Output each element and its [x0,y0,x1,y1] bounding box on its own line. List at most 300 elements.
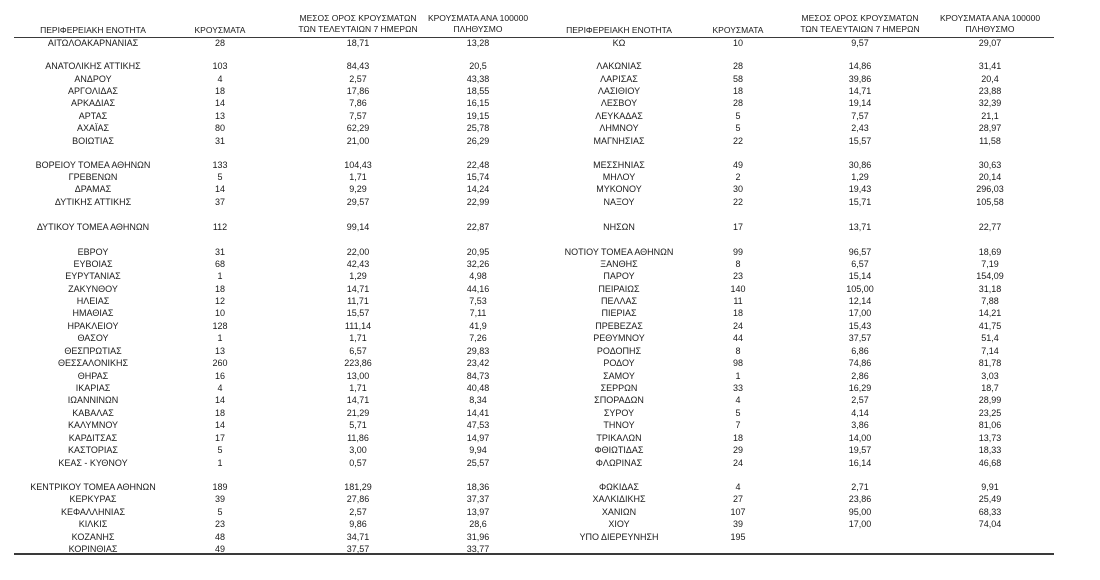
avg7-value: 15,71 [848,197,872,207]
rate-value: 29,07 [978,38,1002,48]
region-name: ΘΕΣΠΡΩΤΙΑΣ [64,346,122,356]
header-avg-right-1: ΜΕΣΟΣ ΟΡΟΣ ΚΡΟΥΣΜΑΤΩΝ [801,13,919,23]
cases-value: 68 [214,259,225,269]
cases-value: 10 [732,38,743,48]
avg7-value: 37,57 [848,333,872,343]
region-name: ΡΕΘΥΜΝΟΥ [593,333,645,343]
region-name: ΣΠΟΡΑΔΩΝ [594,395,644,405]
table-row [0,270,1100,282]
rate-value: 19,15 [466,111,490,121]
region-name: ΛΗΜΝΟΥ [599,123,639,133]
cases-value: 17 [214,433,225,443]
avg7-value: 22,00 [346,247,370,257]
region-name: ΞΑΝΘΗΣ [600,259,638,269]
region-name: ΖΑΚΥΝΘΟΥ [68,284,118,294]
avg7-value: 1,71 [349,172,367,182]
table-row [0,73,1100,85]
cases-value: 4 [217,383,223,393]
region-name: ΝΟΤΙΟΥ ΤΟΜΕΑ ΑΘΗΝΩΝ [564,247,674,257]
avg7-value: 21,29 [346,408,370,418]
rate-value: 43,38 [466,74,490,84]
region-name: ΦΘΙΩΤΙΔΑΣ [594,445,644,455]
rate-value: 22,77 [978,222,1002,232]
rate-value: 47,53 [466,420,490,430]
cases-value: 260 [212,358,228,368]
avg7-value: 14,71 [346,284,370,294]
region-name: ΑΡΚΑΔΙΑΣ [70,98,116,108]
avg7-value: 2,57 [851,395,869,405]
avg7-value: 30,86 [848,160,872,170]
rate-value: 68,33 [978,507,1002,517]
rate-value: 22,87 [466,222,490,232]
cases-value: 23 [214,519,225,529]
rate-value: 105,58 [976,197,1004,207]
rate-value: 32,39 [978,98,1002,108]
avg7-value: 9,29 [349,184,367,194]
avg7-value: 111,14 [344,321,372,331]
rate-value: 41,9 [469,321,487,331]
avg7-value: 74,86 [848,358,872,368]
avg7-value: 6,57 [349,346,367,356]
avg7-value: 15,57 [848,136,872,146]
rate-value: 28,6 [469,519,487,529]
cases-value: 195 [730,532,746,542]
region-name: ΑΡΓΟΛΙΔΑΣ [68,86,118,96]
rate-value: 13,73 [978,433,1002,443]
rate-value: 51,4 [981,333,999,343]
rate-value: 31,41 [978,61,1002,71]
header-rate-left-1: ΚΡΟΥΣΜΑΤΑ ΑΝΑ 100000 [427,13,529,23]
cases-value: 1 [735,371,741,381]
table-row [0,97,1100,109]
region-name: ΚΕΡΚΥΡΑΣ [69,494,117,504]
rate-value: 25,78 [466,123,490,133]
cases-value: 4 [735,482,741,492]
avg7-value: 2,86 [851,371,869,381]
cases-value: 30 [732,184,743,194]
avg7-value: 104,43 [344,160,372,170]
table-row [0,258,1100,270]
region-name: ΧΑΛΚΙΔΙΚΗΣ [592,494,646,504]
avg7-value: 181,29 [344,482,372,492]
header-region-right: ΠΕΡΙΦΕΡΕΙΑΚΗ ΕΝΟΤΗΤΑ [566,25,672,35]
cases-value: 103 [212,61,228,71]
cases-value: 33 [732,383,743,393]
rate-value: 14,41 [466,408,490,418]
region-name: ΑΝΑΤΟΛΙΚΗΣ ΑΤΤΙΚΗΣ [45,61,141,71]
avg7-value: 1,71 [349,383,367,393]
table-row [0,246,1100,258]
avg7-value: 7,86 [349,98,367,108]
region-name: ΝΑΞΟΥ [603,197,635,207]
avg7-value: 4,14 [851,408,869,418]
avg7-value: 27,86 [346,494,370,504]
table-row [0,183,1100,195]
cases-value: 49 [732,160,743,170]
table-row [0,382,1100,394]
header-avg-left-1: ΜΕΣΟΣ ΟΡΟΣ ΚΡΟΥΣΜΑΤΩΝ [299,13,417,23]
avg7-value: 1,29 [349,271,367,281]
cases-value: 27 [732,494,743,504]
rate-value: 31,18 [978,284,1002,294]
region-name: ΠΕΙΡΑΙΩΣ [598,284,640,294]
region-name: ΔΥΤΙΚΟΥ ΤΟΜΕΑ ΑΘΗΝΩΝ [36,222,150,232]
cases-value: 140 [730,284,746,294]
avg7-value: 6,86 [851,346,869,356]
header-avg-right-2: ΤΩΝ ΤΕΛΕΥΤΑΙΩΝ 7 ΗΜΕΡΩΝ [800,24,920,34]
region-name: ΠΑΡΟΥ [603,271,635,281]
avg7-value: 14,71 [848,86,872,96]
region-name: ΣΑΜΟΥ [603,371,635,381]
avg7-value: 3,86 [851,420,869,430]
table-row [0,60,1100,72]
avg7-value: 19,43 [848,184,872,194]
region-name: ΛΑΣΙΘΙΟΥ [597,86,641,96]
rate-value: 41,75 [978,321,1002,331]
avg7-value: 39,86 [848,74,872,84]
cases-value: 5 [217,172,223,182]
table-row [0,320,1100,332]
avg7-value: 11,86 [347,433,369,443]
table-row [0,357,1100,369]
avg7-value: 14,00 [848,433,872,443]
region-name: ΕΥΒΟΙΑΣ [73,259,113,269]
table-row [0,370,1100,382]
rate-value: 14,97 [466,433,490,443]
region-name: ΤΡΙΚΑΛΩΝ [596,433,642,443]
rate-value: 74,04 [978,519,1002,529]
table-row [0,196,1100,208]
region-name: ΓΡΕΒΕΝΩΝ [68,172,118,182]
cases-value: 2 [735,172,741,182]
rate-value: 296,03 [976,184,1004,194]
region-name: ΕΒΡΟΥ [77,247,109,257]
region-name: ΠΡΕΒΕΖΑΣ [595,321,643,331]
rate-value: 11,58 [979,136,1001,146]
avg7-value: 16,29 [848,383,872,393]
region-name: ΝΗΣΩΝ [603,222,635,232]
region-name: ΕΥΡΥΤΑΝΙΑΣ [65,271,121,281]
cases-value: 7 [735,420,741,430]
avg7-value: 223,86 [344,358,372,368]
region-name: ΧΙΟΥ [608,519,630,529]
rate-value: 28,99 [978,395,1002,405]
cases-value: 49 [214,544,225,554]
region-name: ΦΩΚΙΔΑΣ [599,482,639,492]
region-name: ΜΗΛΟΥ [602,172,636,182]
rate-value: 18,36 [466,482,490,492]
avg7-value: 3,00 [349,445,367,455]
cases-value: 18 [732,308,743,318]
header-rate-right-1: ΚΡΟΥΣΜΑΤΑ ΑΝΑ 100000 [939,13,1041,23]
rate-value: 7,11 [469,308,487,318]
table-row [0,110,1100,122]
rate-value: 7,53 [469,296,487,306]
avg7-value: 2,71 [851,482,869,492]
table-row [0,283,1100,295]
cases-value: 22 [732,136,743,146]
cases-value: 24 [732,321,743,331]
region-name: ΗΛΕΙΑΣ [76,296,110,306]
cases-value: 29 [732,445,743,455]
avg7-value: 2,57 [349,74,367,84]
cases-value: 13 [214,346,225,356]
rate-value: 18,7 [981,383,999,393]
table-row [0,432,1100,444]
table-row [0,543,1100,555]
avg7-value: 17,86 [346,86,370,96]
table-row [0,85,1100,97]
region-name: ΥΠΟ ΔΙΕΡΕΥΝΗΣΗ [579,532,659,542]
cases-value: 4 [735,395,741,405]
rate-value: 31,96 [466,532,490,542]
header-cases-left: ΚΡΟΥΣΜΑΤΑ [194,25,246,35]
region-name: ΛΕΣΒΟΥ [600,98,638,108]
cases-value: 22 [732,197,743,207]
cases-value: 14 [214,420,225,430]
cases-value: 48 [214,532,225,542]
cases-value: 99 [732,247,743,257]
cases-value: 5 [217,507,223,517]
avg7-value: 1,29 [851,172,869,182]
cases-value: 8 [735,346,741,356]
table-row [0,481,1100,493]
rate-value: 20,14 [978,172,1002,182]
cases-value: 8 [735,259,741,269]
region-name: ΛΑΡΙΣΑΣ [600,74,638,84]
rate-value: 30,63 [978,160,1002,170]
avg7-value: 2,57 [349,507,367,517]
cases-value: 18 [214,86,225,96]
header-cases-right: ΚΡΟΥΣΜΑΤΑ [712,25,764,35]
rate-value: 22,99 [466,197,490,207]
region-name: ΡΟΔΟΠΗΣ [596,346,642,356]
region-name: ΑΝΔΡΟΥ [74,74,112,84]
rate-value: 3,03 [981,371,999,381]
region-name: ΜΕΣΣΗΝΙΑΣ [593,160,645,170]
rate-value: 7,19 [981,259,999,269]
region-name: ΚΩ [612,38,626,48]
cases-value: 189 [212,482,228,492]
rate-value: 81,78 [978,358,1002,368]
rate-value: 20,5 [469,61,487,71]
region-name: ΚΑΡΔΙΤΣΑΣ [68,433,118,443]
table-row [0,171,1100,183]
cases-value: 98 [732,358,743,368]
rate-value: 29,83 [466,346,490,356]
region-name: ΙΩΑΝΝΙΝΩΝ [67,395,119,405]
region-name: ΒΟΙΩΤΙΑΣ [72,136,114,146]
cases-value: 17 [732,222,743,232]
avg7-value: 42,43 [346,259,370,269]
avg7-value: 7,57 [349,111,367,121]
region-name: ΜΑΓΝΗΣΙΑΣ [593,136,645,146]
cases-value: 28 [732,61,743,71]
cases-value: 1 [217,333,223,343]
region-name: ΚΑΛΥΜΝΟΥ [67,420,119,430]
rate-value: 28,97 [978,123,1002,133]
region-name: ΚΑΒΑΛΑΣ [72,408,114,418]
table-row [0,407,1100,419]
rate-value: 18,55 [466,86,490,96]
cases-value: 37 [214,197,225,207]
cases-value: 18 [214,284,225,294]
avg7-value: 15,57 [346,308,370,318]
header-region-left: ΠΕΡΙΦΕΡΕΙΑΚΗ ΕΝΟΤΗΤΑ [40,25,146,35]
avg7-value: 17,00 [848,308,872,318]
cases-value: 13 [214,111,225,121]
avg7-value: 95,00 [848,507,872,517]
cases-value: 16 [214,371,225,381]
rate-value: 84,73 [466,371,490,381]
rate-value: 14,24 [466,184,490,194]
table-row [0,493,1100,505]
table-row [0,307,1100,319]
rate-value: 7,88 [981,296,999,306]
region-name: ΔΡΑΜΑΣ [74,184,112,194]
table-row [0,135,1100,147]
avg7-value: 16,14 [848,458,872,468]
avg7-value: 99,14 [346,222,370,232]
cases-value: 23 [732,271,743,281]
cases-value: 28 [214,38,225,48]
avg7-value: 21,00 [346,136,370,146]
region-name: ΛΕΥΚΑΔΑΣ [595,111,643,121]
region-name: ΘΕΣΣΑΛΟΝΙΚΗΣ [57,358,129,368]
avg7-value: 1,71 [349,333,367,343]
rate-value: 23,88 [978,86,1002,96]
rate-value: 26,29 [466,136,490,146]
rate-value: 20,4 [981,74,999,84]
table-row [0,295,1100,307]
avg7-value: 9,86 [349,519,367,529]
table-row [0,159,1100,171]
cases-value: 133 [212,160,228,170]
region-name: ΚΙΛΚΙΣ [78,519,108,529]
rate-value: 9,91 [981,482,999,492]
cases-value: 18 [214,408,225,418]
cases-value: 5 [217,445,223,455]
region-name: ΣΥΡΟΥ [603,408,635,418]
region-name: ΠΕΛΛΑΣ [600,296,638,306]
rate-value: 13,97 [466,507,490,517]
avg7-value: 15,43 [848,321,872,331]
rate-value: 23,42 [466,358,490,368]
avg7-value: 105,00 [846,284,874,294]
region-name: ΗΜΑΘΙΑΣ [72,308,114,318]
avg7-value: 34,71 [346,532,370,542]
cases-value: 5 [735,408,741,418]
table-row [0,221,1100,233]
rate-value: 8,34 [469,395,487,405]
cases-value: 11 [733,296,743,306]
avg7-value: 96,57 [848,247,872,257]
avg7-value: 13,00 [346,371,370,381]
cases-value: 31 [214,247,225,257]
region-name: ΣΕΡΡΩΝ [600,383,638,393]
region-name: ΚΟΖΑΝΗΣ [71,532,115,542]
avg7-value: 0,57 [349,458,367,468]
avg7-value: 19,57 [848,445,872,455]
avg7-value: 14,71 [346,395,370,405]
header-avg-left-2: ΤΩΝ ΤΕΛΕΥΤΑΙΩΝ 7 ΗΜΕΡΩΝ [298,24,418,34]
rate-value: 25,49 [978,494,1002,504]
cases-value: 4 [217,74,223,84]
cases-value: 58 [732,74,743,84]
avg7-value: 18,71 [346,38,370,48]
avg7-value: 84,43 [346,61,370,71]
region-name: ΑΡΤΑΣ [78,111,108,121]
rate-value: 7,26 [469,333,487,343]
region-name: ΑΙΤΩΛΟΑΚΑΡΝΑΝΙΑΣ [47,38,139,48]
avg7-value: 9,57 [851,38,869,48]
region-name: ΔΥΤΙΚΗΣ ΑΤΤΙΚΗΣ [54,197,132,207]
table-row [0,332,1100,344]
avg7-value: 12,14 [848,296,872,306]
rate-value: 25,57 [466,458,490,468]
region-name: ΜΥΚΟΝΟΥ [596,184,642,194]
table-row [0,122,1100,134]
cases-value: 31 [214,136,225,146]
table-row [0,345,1100,357]
rate-value: 13,28 [466,38,490,48]
region-name: ΘΑΣΟΥ [77,333,109,343]
cases-value: 80 [214,123,225,133]
cases-value: 39 [214,494,225,504]
avg7-value: 37,57 [346,544,370,554]
region-name: ΡΟΔΟΥ [603,358,635,368]
avg7-value: 6,57 [851,259,869,269]
region-name: ΘΗΡΑΣ [77,371,109,381]
region-name: ΛΑΚΩΝΙΑΣ [596,61,642,71]
rate-value: 4,98 [469,271,487,281]
avg7-value: 5,71 [349,420,367,430]
table-row [0,419,1100,431]
region-name: ΙΚΑΡΙΑΣ [75,383,111,393]
avg7-value: 23,86 [848,494,872,504]
rate-value: 20,95 [466,247,490,257]
rate-value: 23,25 [978,408,1002,418]
cases-value: 1 [217,458,223,468]
rate-value: 154,09 [976,271,1004,281]
avg7-value: 62,29 [346,123,370,133]
cases-value: 14 [214,98,225,108]
cases-value: 5 [735,123,741,133]
cases-value: 24 [732,458,743,468]
region-name: ΚΕΑΣ - ΚΥΘΝΟΥ [58,458,128,468]
avg7-value: 29,57 [346,197,370,207]
cases-value: 1 [217,271,223,281]
rate-value: 33,77 [466,544,490,554]
cases-value: 18 [732,86,743,96]
avg7-value: 7,57 [851,111,869,121]
table-row [0,457,1100,469]
cases-value: 39 [732,519,743,529]
rate-value: 32,26 [466,259,490,269]
cases-value: 14 [214,395,225,405]
rate-value: 16,15 [466,98,490,108]
table-row [0,506,1100,518]
avg7-value: 19,14 [848,98,872,108]
region-name: ΧΑΝΙΩΝ [601,507,637,517]
cases-value: 18 [732,433,743,443]
cases-value: 107 [730,507,746,517]
region-name: ΚΕΝΤΡΙΚΟΥ ΤΟΜΕΑ ΑΘΗΝΩΝ [30,482,156,492]
region-name: ΗΡΑΚΛΕΙΟΥ [67,321,119,331]
region-name: ΤΗΝΟΥ [603,420,635,430]
cases-value: 10 [214,308,225,318]
rate-value: 7,14 [981,346,999,356]
